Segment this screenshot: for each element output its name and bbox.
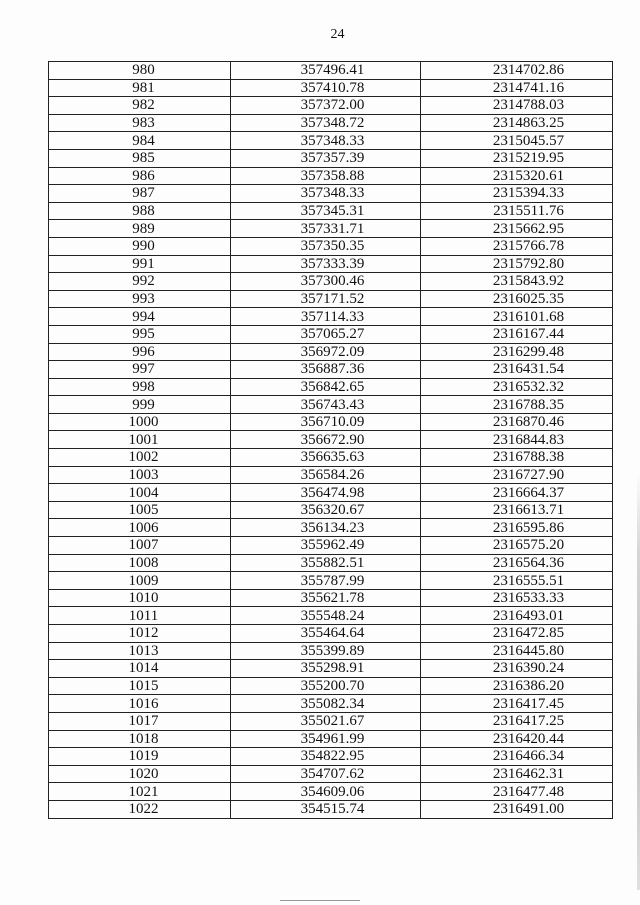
point-number-cell: 1015 bbox=[49, 677, 231, 695]
point-number-cell: 989 bbox=[49, 220, 231, 238]
point-number-cell: 1001 bbox=[49, 431, 231, 449]
table-row bbox=[49, 132, 613, 150]
y-coordinate-cell: 2315843.92 bbox=[421, 273, 613, 291]
x-coordinate-cell: 357345.31 bbox=[231, 202, 421, 220]
table-row bbox=[49, 589, 613, 607]
y-coordinate-cell: 2315792.80 bbox=[421, 255, 613, 273]
x-coordinate-cell: 357372.00 bbox=[231, 97, 421, 115]
x-coordinate-cell: 354609.06 bbox=[231, 783, 421, 801]
x-coordinate-cell: 355082.34 bbox=[231, 695, 421, 713]
table-row bbox=[49, 625, 613, 643]
table-row bbox=[49, 765, 613, 783]
table-row bbox=[49, 97, 613, 115]
x-coordinate-cell: 355962.49 bbox=[231, 537, 421, 555]
x-coordinate-cell: 355298.91 bbox=[231, 660, 421, 678]
x-coordinate-cell: 357348.72 bbox=[231, 114, 421, 132]
point-number-cell: 981 bbox=[49, 79, 231, 97]
y-coordinate-cell: 2316390.24 bbox=[421, 660, 613, 678]
table-row bbox=[49, 290, 613, 308]
point-number-cell: 1019 bbox=[49, 748, 231, 766]
point-number-cell: 1014 bbox=[49, 660, 231, 678]
x-coordinate-cell: 356887.36 bbox=[231, 361, 421, 379]
scan-bottom-mark bbox=[280, 900, 360, 901]
y-coordinate-cell: 2314741.16 bbox=[421, 79, 613, 97]
table-row bbox=[49, 537, 613, 555]
y-coordinate-cell: 2315045.57 bbox=[421, 132, 613, 150]
point-number-cell: 1007 bbox=[49, 537, 231, 555]
point-number-cell: 1012 bbox=[49, 625, 231, 643]
x-coordinate-cell: 354515.74 bbox=[231, 800, 421, 818]
y-coordinate-cell: 2316788.38 bbox=[421, 449, 613, 467]
point-number-cell: 998 bbox=[49, 378, 231, 396]
table-row bbox=[49, 484, 613, 502]
x-coordinate-cell: 355399.89 bbox=[231, 642, 421, 660]
table-row bbox=[49, 800, 613, 818]
x-coordinate-cell: 356635.63 bbox=[231, 449, 421, 467]
table-row bbox=[49, 642, 613, 660]
point-number-cell: 982 bbox=[49, 97, 231, 115]
table-row bbox=[49, 413, 613, 431]
point-number-cell: 990 bbox=[49, 237, 231, 255]
x-coordinate-cell: 357348.33 bbox=[231, 185, 421, 203]
table-row bbox=[49, 202, 613, 220]
x-coordinate-cell: 357348.33 bbox=[231, 132, 421, 150]
table-row bbox=[49, 167, 613, 185]
point-number-cell: 1013 bbox=[49, 642, 231, 660]
y-coordinate-cell: 2316472.85 bbox=[421, 625, 613, 643]
point-number-cell: 1003 bbox=[49, 466, 231, 484]
x-coordinate-cell: 357300.46 bbox=[231, 273, 421, 291]
x-coordinate-cell: 357357.39 bbox=[231, 149, 421, 167]
y-coordinate-cell: 2316431.54 bbox=[421, 361, 613, 379]
x-coordinate-cell: 357333.39 bbox=[231, 255, 421, 273]
point-number-cell: 1016 bbox=[49, 695, 231, 713]
x-coordinate-cell: 355621.78 bbox=[231, 589, 421, 607]
table-row bbox=[49, 361, 613, 379]
x-coordinate-cell: 357114.33 bbox=[231, 308, 421, 326]
point-number-cell: 1006 bbox=[49, 519, 231, 537]
table-row bbox=[49, 748, 613, 766]
x-coordinate-cell: 357331.71 bbox=[231, 220, 421, 238]
y-coordinate-cell: 2314702.86 bbox=[421, 62, 613, 80]
x-coordinate-cell: 355882.51 bbox=[231, 554, 421, 572]
y-coordinate-cell: 2316532.32 bbox=[421, 378, 613, 396]
y-coordinate-cell: 2316788.35 bbox=[421, 396, 613, 414]
point-number-cell: 1017 bbox=[49, 712, 231, 730]
y-coordinate-cell: 2315219.95 bbox=[421, 149, 613, 167]
y-coordinate-cell: 2315320.61 bbox=[421, 167, 613, 185]
table-row bbox=[49, 255, 613, 273]
table-row bbox=[49, 783, 613, 801]
point-number-cell: 1009 bbox=[49, 572, 231, 590]
x-coordinate-cell: 356710.09 bbox=[231, 413, 421, 431]
x-coordinate-cell: 356474.98 bbox=[231, 484, 421, 502]
point-number-cell: 985 bbox=[49, 149, 231, 167]
x-coordinate-cell: 356972.09 bbox=[231, 343, 421, 361]
y-coordinate-cell: 2316844.83 bbox=[421, 431, 613, 449]
point-number-cell: 1005 bbox=[49, 501, 231, 519]
point-number-cell: 1020 bbox=[49, 765, 231, 783]
y-coordinate-cell: 2316025.35 bbox=[421, 290, 613, 308]
x-coordinate-cell: 356672.90 bbox=[231, 431, 421, 449]
y-coordinate-cell: 2315662.95 bbox=[421, 220, 613, 238]
table-row bbox=[49, 572, 613, 590]
x-coordinate-cell: 356320.67 bbox=[231, 501, 421, 519]
point-number-cell: 1021 bbox=[49, 783, 231, 801]
point-number-cell: 999 bbox=[49, 396, 231, 414]
table-row bbox=[49, 501, 613, 519]
point-number-cell: 1018 bbox=[49, 730, 231, 748]
table-row bbox=[49, 695, 613, 713]
table-row bbox=[49, 378, 613, 396]
y-coordinate-cell: 2316386.20 bbox=[421, 677, 613, 695]
x-coordinate-cell: 355464.64 bbox=[231, 625, 421, 643]
point-number-cell: 1022 bbox=[49, 800, 231, 818]
table-row bbox=[49, 554, 613, 572]
x-coordinate-cell: 357171.52 bbox=[231, 290, 421, 308]
y-coordinate-cell: 2315511.76 bbox=[421, 202, 613, 220]
point-number-cell: 984 bbox=[49, 132, 231, 150]
x-coordinate-cell: 357065.27 bbox=[231, 325, 421, 343]
table-row bbox=[49, 79, 613, 97]
y-coordinate-cell: 2316462.31 bbox=[421, 765, 613, 783]
point-number-cell: 1002 bbox=[49, 449, 231, 467]
x-coordinate-cell: 356134.23 bbox=[231, 519, 421, 537]
y-coordinate-cell: 2316870.46 bbox=[421, 413, 613, 431]
page-number: 24 bbox=[330, 27, 345, 42]
y-coordinate-cell: 2316555.51 bbox=[421, 572, 613, 590]
x-coordinate-cell: 354961.99 bbox=[231, 730, 421, 748]
table-row bbox=[49, 325, 613, 343]
y-coordinate-cell: 2316299.48 bbox=[421, 343, 613, 361]
y-coordinate-cell: 2316477.48 bbox=[421, 783, 613, 801]
x-coordinate-cell: 356842.65 bbox=[231, 378, 421, 396]
x-coordinate-cell: 355200.70 bbox=[231, 677, 421, 695]
table-row bbox=[49, 607, 613, 625]
y-coordinate-cell: 2316595.86 bbox=[421, 519, 613, 537]
point-number-cell: 986 bbox=[49, 167, 231, 185]
x-coordinate-cell: 357496.41 bbox=[231, 62, 421, 80]
y-coordinate-cell: 2316167.44 bbox=[421, 325, 613, 343]
table-row bbox=[49, 431, 613, 449]
table-row bbox=[49, 273, 613, 291]
table-row bbox=[49, 343, 613, 361]
y-coordinate-cell: 2316417.45 bbox=[421, 695, 613, 713]
coordinates-table-body bbox=[49, 62, 613, 819]
table-row bbox=[49, 466, 613, 484]
table-row bbox=[49, 185, 613, 203]
table-row bbox=[49, 449, 613, 467]
point-number-cell: 992 bbox=[49, 273, 231, 291]
table-row bbox=[49, 519, 613, 537]
point-number-cell: 1008 bbox=[49, 554, 231, 572]
y-coordinate-cell: 2316466.34 bbox=[421, 748, 613, 766]
x-coordinate-cell: 354707.62 bbox=[231, 765, 421, 783]
table-row bbox=[49, 730, 613, 748]
point-number-cell: 1011 bbox=[49, 607, 231, 625]
y-coordinate-cell: 2316101.68 bbox=[421, 308, 613, 326]
x-coordinate-cell: 354822.95 bbox=[231, 748, 421, 766]
y-coordinate-cell: 2315394.33 bbox=[421, 185, 613, 203]
point-number-cell: 991 bbox=[49, 255, 231, 273]
point-number-cell: 1004 bbox=[49, 484, 231, 502]
y-coordinate-cell: 2316664.37 bbox=[421, 484, 613, 502]
table-row bbox=[49, 114, 613, 132]
x-coordinate-cell: 355787.99 bbox=[231, 572, 421, 590]
x-coordinate-cell: 355548.24 bbox=[231, 607, 421, 625]
y-coordinate-cell: 2316417.25 bbox=[421, 712, 613, 730]
point-number-cell: 980 bbox=[49, 62, 231, 80]
x-coordinate-cell: 357358.88 bbox=[231, 167, 421, 185]
table-row bbox=[49, 660, 613, 678]
table-row bbox=[49, 149, 613, 167]
y-coordinate-cell: 2316564.36 bbox=[421, 554, 613, 572]
coordinates-table bbox=[48, 61, 613, 819]
y-coordinate-cell: 2314788.03 bbox=[421, 97, 613, 115]
point-number-cell: 993 bbox=[49, 290, 231, 308]
table-row bbox=[49, 677, 613, 695]
y-coordinate-cell: 2316533.33 bbox=[421, 589, 613, 607]
x-coordinate-cell: 356743.43 bbox=[231, 396, 421, 414]
point-number-cell: 988 bbox=[49, 202, 231, 220]
y-coordinate-cell: 2316575.20 bbox=[421, 537, 613, 555]
table-row bbox=[49, 237, 613, 255]
point-number-cell: 996 bbox=[49, 343, 231, 361]
point-number-cell: 994 bbox=[49, 308, 231, 326]
y-coordinate-cell: 2316420.44 bbox=[421, 730, 613, 748]
table-row bbox=[49, 220, 613, 238]
point-number-cell: 1010 bbox=[49, 589, 231, 607]
y-coordinate-cell: 2316491.00 bbox=[421, 800, 613, 818]
y-coordinate-cell: 2314863.25 bbox=[421, 114, 613, 132]
x-coordinate-cell: 357350.35 bbox=[231, 237, 421, 255]
point-number-cell: 983 bbox=[49, 114, 231, 132]
y-coordinate-cell: 2316613.71 bbox=[421, 501, 613, 519]
y-coordinate-cell: 2315766.78 bbox=[421, 237, 613, 255]
table-row bbox=[49, 308, 613, 326]
x-coordinate-cell: 357410.78 bbox=[231, 79, 421, 97]
point-number-cell: 987 bbox=[49, 185, 231, 203]
point-number-cell: 1000 bbox=[49, 413, 231, 431]
x-coordinate-cell: 355021.67 bbox=[231, 712, 421, 730]
y-coordinate-cell: 2316493.01 bbox=[421, 607, 613, 625]
table-row bbox=[49, 712, 613, 730]
point-number-cell: 995 bbox=[49, 325, 231, 343]
y-coordinate-cell: 2316445.80 bbox=[421, 642, 613, 660]
x-coordinate-cell: 356584.26 bbox=[231, 466, 421, 484]
table-row bbox=[49, 62, 613, 80]
table-row bbox=[49, 396, 613, 414]
point-number-cell: 997 bbox=[49, 361, 231, 379]
y-coordinate-cell: 2316727.90 bbox=[421, 466, 613, 484]
